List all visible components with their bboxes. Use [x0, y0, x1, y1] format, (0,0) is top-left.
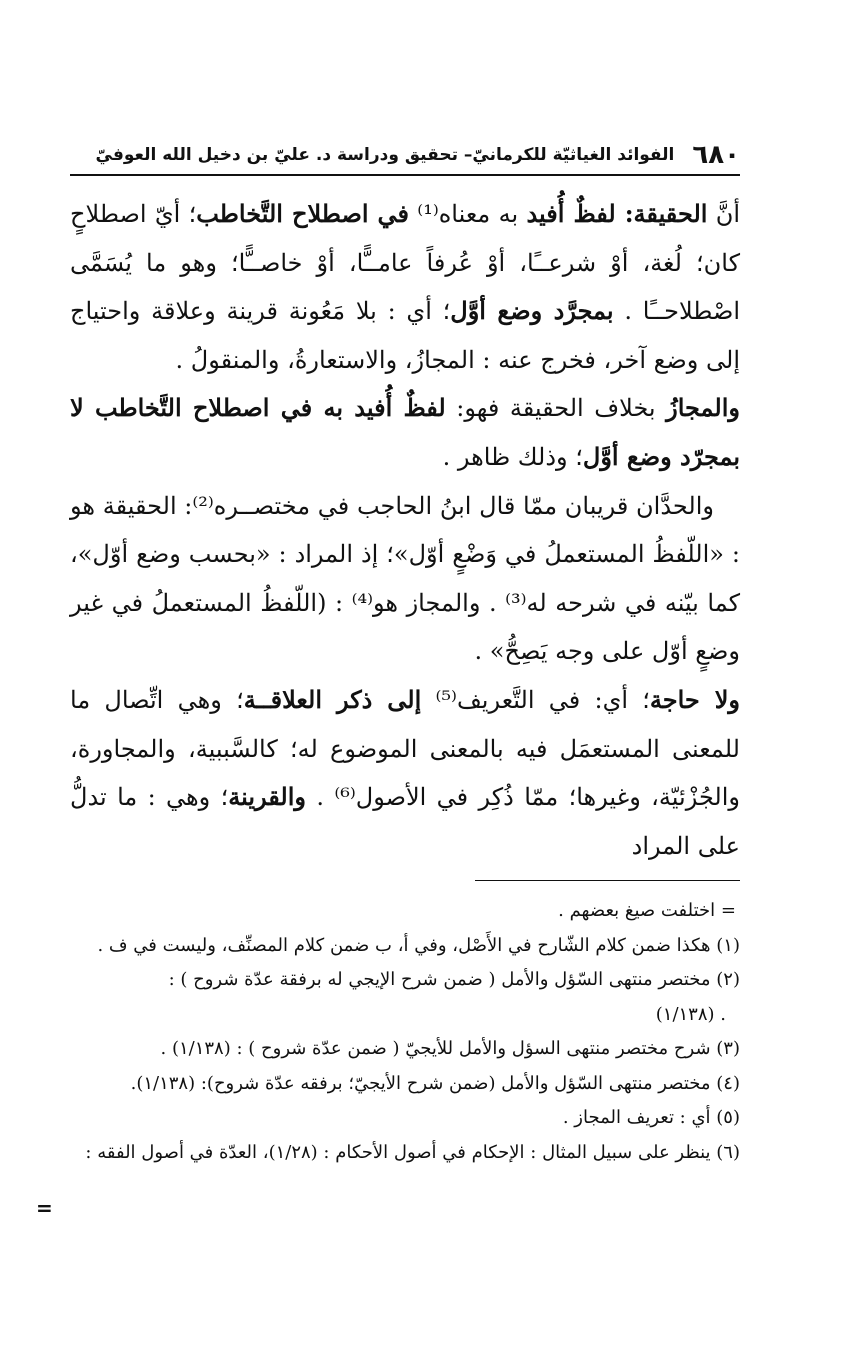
footnote-2: (٢) مختصر منتهى السّؤل والأمل ( ضمن شرح الإيجي له برفقة عدّة شروح ) : — [168, 969, 740, 990]
bold-run: الحقيقة: لفظٌ أُفيد — [526, 199, 708, 228]
footnote-separator — [475, 880, 740, 881]
text-run: ؛ وهي اتِّصال ما للمعنى المستعمَل فيه بالمعنى الموضوع له؛ كالسَّببية، والمجاورة، والجُزْئيّة، وغيرها؛ ممّا ذُكِر في الأصول⁽⁶⁾ . — [70, 685, 741, 812]
text-run: ؛ وهي : ما تدلُّ على المراد — [70, 783, 740, 860]
text-run: بخلاف الحقيقة فهو: — [445, 394, 667, 423]
text-run: ؛ أيّ اصطلاحٍ كان؛ لُغة، أوْ شرعــًا، أوْ عُرفاً عامــًّا، أوْ خاصــًّا؛ وهو ما يُسَمَّى اصْطلاحــًا . — [70, 200, 741, 326]
text-run: والحدَّان قريبان ممّا قال ابنُ الحاجب في مختصــره⁽²⁾: الحقيقة هو : «اللّفظُ المستعملُ في وَضْعٍ أوّل»؛ إذ المراد : «بحسب وضع أوّل»، كما بيّنه في شرحه له⁽³⁾ . والمجاز هو⁽⁴⁾ : (اللّفظُ المستعملُ في غير وضعٍ أوّل على وجه يَصِحُّ» . — [70, 491, 741, 666]
text-run: به معناه⁽¹⁾ — [409, 200, 527, 228]
text-run: أنَّ — [707, 200, 741, 228]
footnote-4: (٤) مختصر منتهى السّؤل والأمل (ضمن شرح الأيجيّ؛ برفقه عدّة شروح): (١/١٣٨). — [130, 1072, 740, 1094]
running-title: الفوائد الغياثيّة للكرمانيّ– تحقيق ودراسة د. عليّ بن دخيل الله العوفيّ — [95, 145, 675, 165]
footnote-2-continuation: . (١/١٣٨) — [655, 1003, 726, 1025]
paragraph-majaz — [70, 384, 740, 481]
footnotes — [70, 894, 740, 1170]
page-header — [70, 140, 740, 176]
paragraph-haqiqa — [70, 190, 740, 384]
bold-run: بمجرَّد وضع أوَّل — [450, 296, 614, 326]
bold-run: والمجازُ — [666, 393, 740, 423]
bold-run: في اصطلاح التَّخاطب — [196, 199, 409, 228]
footnote-1: (١) هكذا ضمن كلام الشّارح في الأَصْل، وفي أ، ب ضمن كلام المصنِّف، وليست في ف . — [97, 934, 740, 956]
text-run: ؛ أي : بلا مَعُونة قرينة وعلاقة واحتياج إلى وضع آخر، فخرج عنه : المجازُ، والاستعارةُ، والمنقولُ . — [70, 297, 740, 374]
text-run: ؛ أي: في التَّعريف⁽⁵⁾ — [421, 685, 650, 714]
footnote-3: (٣) شرح مختصر منتهى السؤل والأمل للأيجيّ ( ضمن عدّة شروح ) : (١/١٣٨) . — [160, 1038, 740, 1059]
bold-run: والقرينة — [228, 782, 306, 812]
footnote-6: (٦) ينظر على سبيل المثال : الإحكام في أصول الأحكام : (١/٢٨)، العدّة في أصول الفقه : — [85, 1141, 740, 1163]
next-page-mark: = — [36, 1196, 53, 1220]
paragraph-alaqa — [70, 676, 740, 870]
footnote-5: (٥) أي : تعريف المجاز . — [562, 1107, 740, 1128]
bold-run: لفظٌ أُفيد به في اصطلاح التَّخاطب لا بمجرّد وضع أوَّل — [70, 393, 740, 471]
bold-run: إلى ذكر العلاقــة — [243, 684, 422, 714]
paragraph-ibn-hajib — [70, 482, 740, 676]
text-run: ؛ وذلك ظاهر . — [442, 442, 583, 471]
page-number: ٦٨٠ — [692, 140, 740, 170]
footnote-continuation: = اختلفت صيغ بعضهم . — [558, 900, 736, 921]
main-text — [70, 190, 740, 870]
bold-run: ولا حاجة — [649, 684, 740, 714]
